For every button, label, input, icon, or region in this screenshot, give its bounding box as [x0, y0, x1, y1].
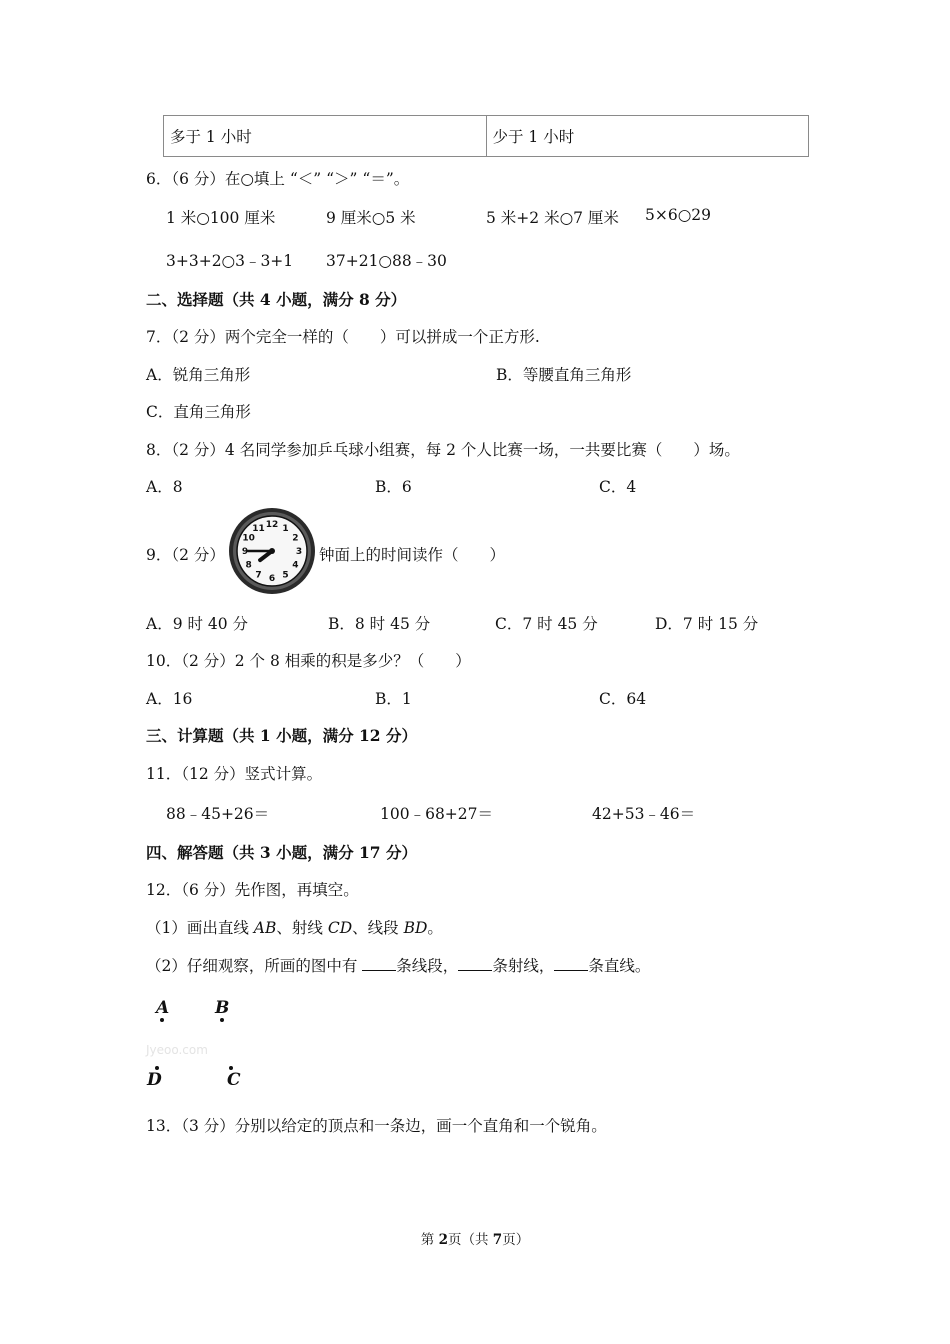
q10-option-c: C．64 [599, 690, 647, 708]
total-pages-number: 7 [492, 1232, 503, 1248]
footer-text: 第 [420, 1232, 439, 1248]
q9-option-a: A．9 时 40 分 [146, 615, 249, 633]
q12-part-2 [146, 954, 650, 976]
page-footer [0, 1228, 950, 1248]
point-a-label: A [156, 998, 170, 1018]
q6-item-2: 9 厘米○5 米 [326, 209, 416, 227]
q9-prefix: 9．（2 分） [146, 546, 225, 564]
q11-expression-1: 88﹣45+26＝ [166, 805, 270, 823]
watermark: Jyeoo.com [146, 1043, 208, 1057]
q6-item-3: 5 米+2 米○7 厘米 [486, 209, 619, 227]
footer-text: 页） [502, 1232, 530, 1248]
q12-part-1 [146, 916, 443, 938]
clock-number: 8 [245, 560, 252, 571]
q10-stem: 10．（2 分）2 个 8 相乘的积是多少？（ ） [146, 652, 471, 670]
footer-text: 页（共 [448, 1232, 493, 1248]
clock-image [227, 506, 317, 596]
section-4-heading: 四、解答题（共 3 小题，满分 17 分） [146, 843, 417, 862]
point-d [147, 1066, 162, 1090]
clock-center [269, 548, 275, 554]
point-b-label: B [215, 998, 230, 1018]
clock-number: 12 [265, 520, 279, 531]
q9-option-d: D．7 时 15 分 [655, 615, 759, 633]
q12-part-2-text: 条直线。 [588, 957, 651, 975]
clock-number: 5 [282, 570, 289, 581]
answer-blank-segments[interactable] [362, 956, 396, 971]
q7-stem: 7．（2 分）两个完全一样的（ ）可以拼成一个正方形. [146, 328, 540, 346]
table-cell-more: 多于 1 小时 [164, 116, 487, 157]
q8-option-b: B．6 [375, 478, 412, 496]
line-ab-label: AB [253, 919, 277, 937]
q12-part-1-text: 、线段 [352, 919, 404, 937]
q13-stem: 13．（3 分）分别以给定的顶点和一条边，画一个直角和一个锐角。 [146, 1117, 607, 1135]
point-b [215, 998, 229, 1022]
comparison-table [163, 115, 809, 157]
q10-option-b: B．1 [375, 690, 412, 708]
q9-option-b: B．8 时 45 分 [328, 615, 431, 633]
clock-number: 6 [268, 574, 276, 585]
clock-number: 11 [252, 523, 265, 534]
q6-stem: 6．（6 分）在○填上 “＜” “＞” “＝”。 [146, 170, 410, 188]
q12-part-2-text: 条线段， [396, 957, 459, 975]
q8-option-a: A．8 [146, 478, 183, 496]
q12-part-1-text: （1）画出直线 [146, 919, 254, 937]
q11-stem: 11．（12 分）竖式计算。 [146, 765, 323, 783]
q6-item-1: 1 米○100 厘米 [166, 209, 276, 227]
q11-expression-2: 100﹣68+27＝ [380, 805, 494, 823]
current-page-number: 2 [438, 1232, 448, 1248]
ray-cd-label: CD [327, 919, 353, 937]
q7-option-a: A．锐角三角形 [146, 366, 251, 384]
answer-blank-lines[interactable] [554, 956, 588, 971]
q7-option-b: B．等腰直角三角形 [496, 366, 632, 384]
point-b-dot [220, 1018, 224, 1022]
q8-option-c: C．4 [599, 478, 637, 496]
point-c [227, 1066, 241, 1090]
segment-bd-label: BD [403, 919, 428, 937]
q12-stem: 12．（6 分）先作图，再填空。 [146, 881, 359, 899]
q8-stem: 8．（2 分）4 名同学参加乒乓球小组赛，每 2 个人比赛一场，一共要比赛（ ）场。 [146, 441, 740, 459]
q9-suffix: 钟面上的时间读作（ ） [319, 546, 506, 564]
clock-number: 4 [292, 560, 299, 571]
section-2-heading: 二、选择题（共 4 小题，满分 8 分） [146, 290, 407, 309]
q6-item-6: 37+21○88﹣30 [326, 252, 447, 270]
point-a [156, 998, 169, 1022]
q7-option-c: C．直角三角形 [146, 403, 251, 421]
q12-part-1-text: 。 [427, 919, 443, 937]
clock-number: 9 [241, 547, 249, 558]
answer-blank-rays[interactable] [458, 956, 492, 971]
clock-number: 3 [295, 547, 303, 558]
section-3-heading: 三、计算题（共 1 小题，满分 12 分） [146, 726, 417, 745]
q12-part-1-text: 、射线 [276, 919, 328, 937]
q10-option-a: A．16 [146, 690, 193, 708]
clock-number: 1 [282, 523, 289, 534]
q12-part-2-text: （2）仔细观察，所画的图中有 [146, 957, 363, 975]
q12-part-2-text: 条射线， [492, 957, 555, 975]
clock-number: 10 [242, 533, 255, 544]
point-d-label: D [147, 1070, 162, 1090]
clock-number: 2 [292, 533, 299, 544]
q6-item-4: 5×6○29 [645, 206, 711, 224]
point-a-dot [160, 1018, 164, 1022]
q6-item-5: 3+3+2○3﹣3+1 [166, 252, 294, 270]
table-cell-less: 少于 1 小时 [486, 116, 809, 157]
q9-option-c: C．7 时 45 分 [495, 615, 598, 633]
clock-number: 7 [255, 570, 262, 581]
q11-expression-3: 42+53﹣46＝ [592, 805, 696, 823]
point-c-label: C [227, 1070, 241, 1090]
